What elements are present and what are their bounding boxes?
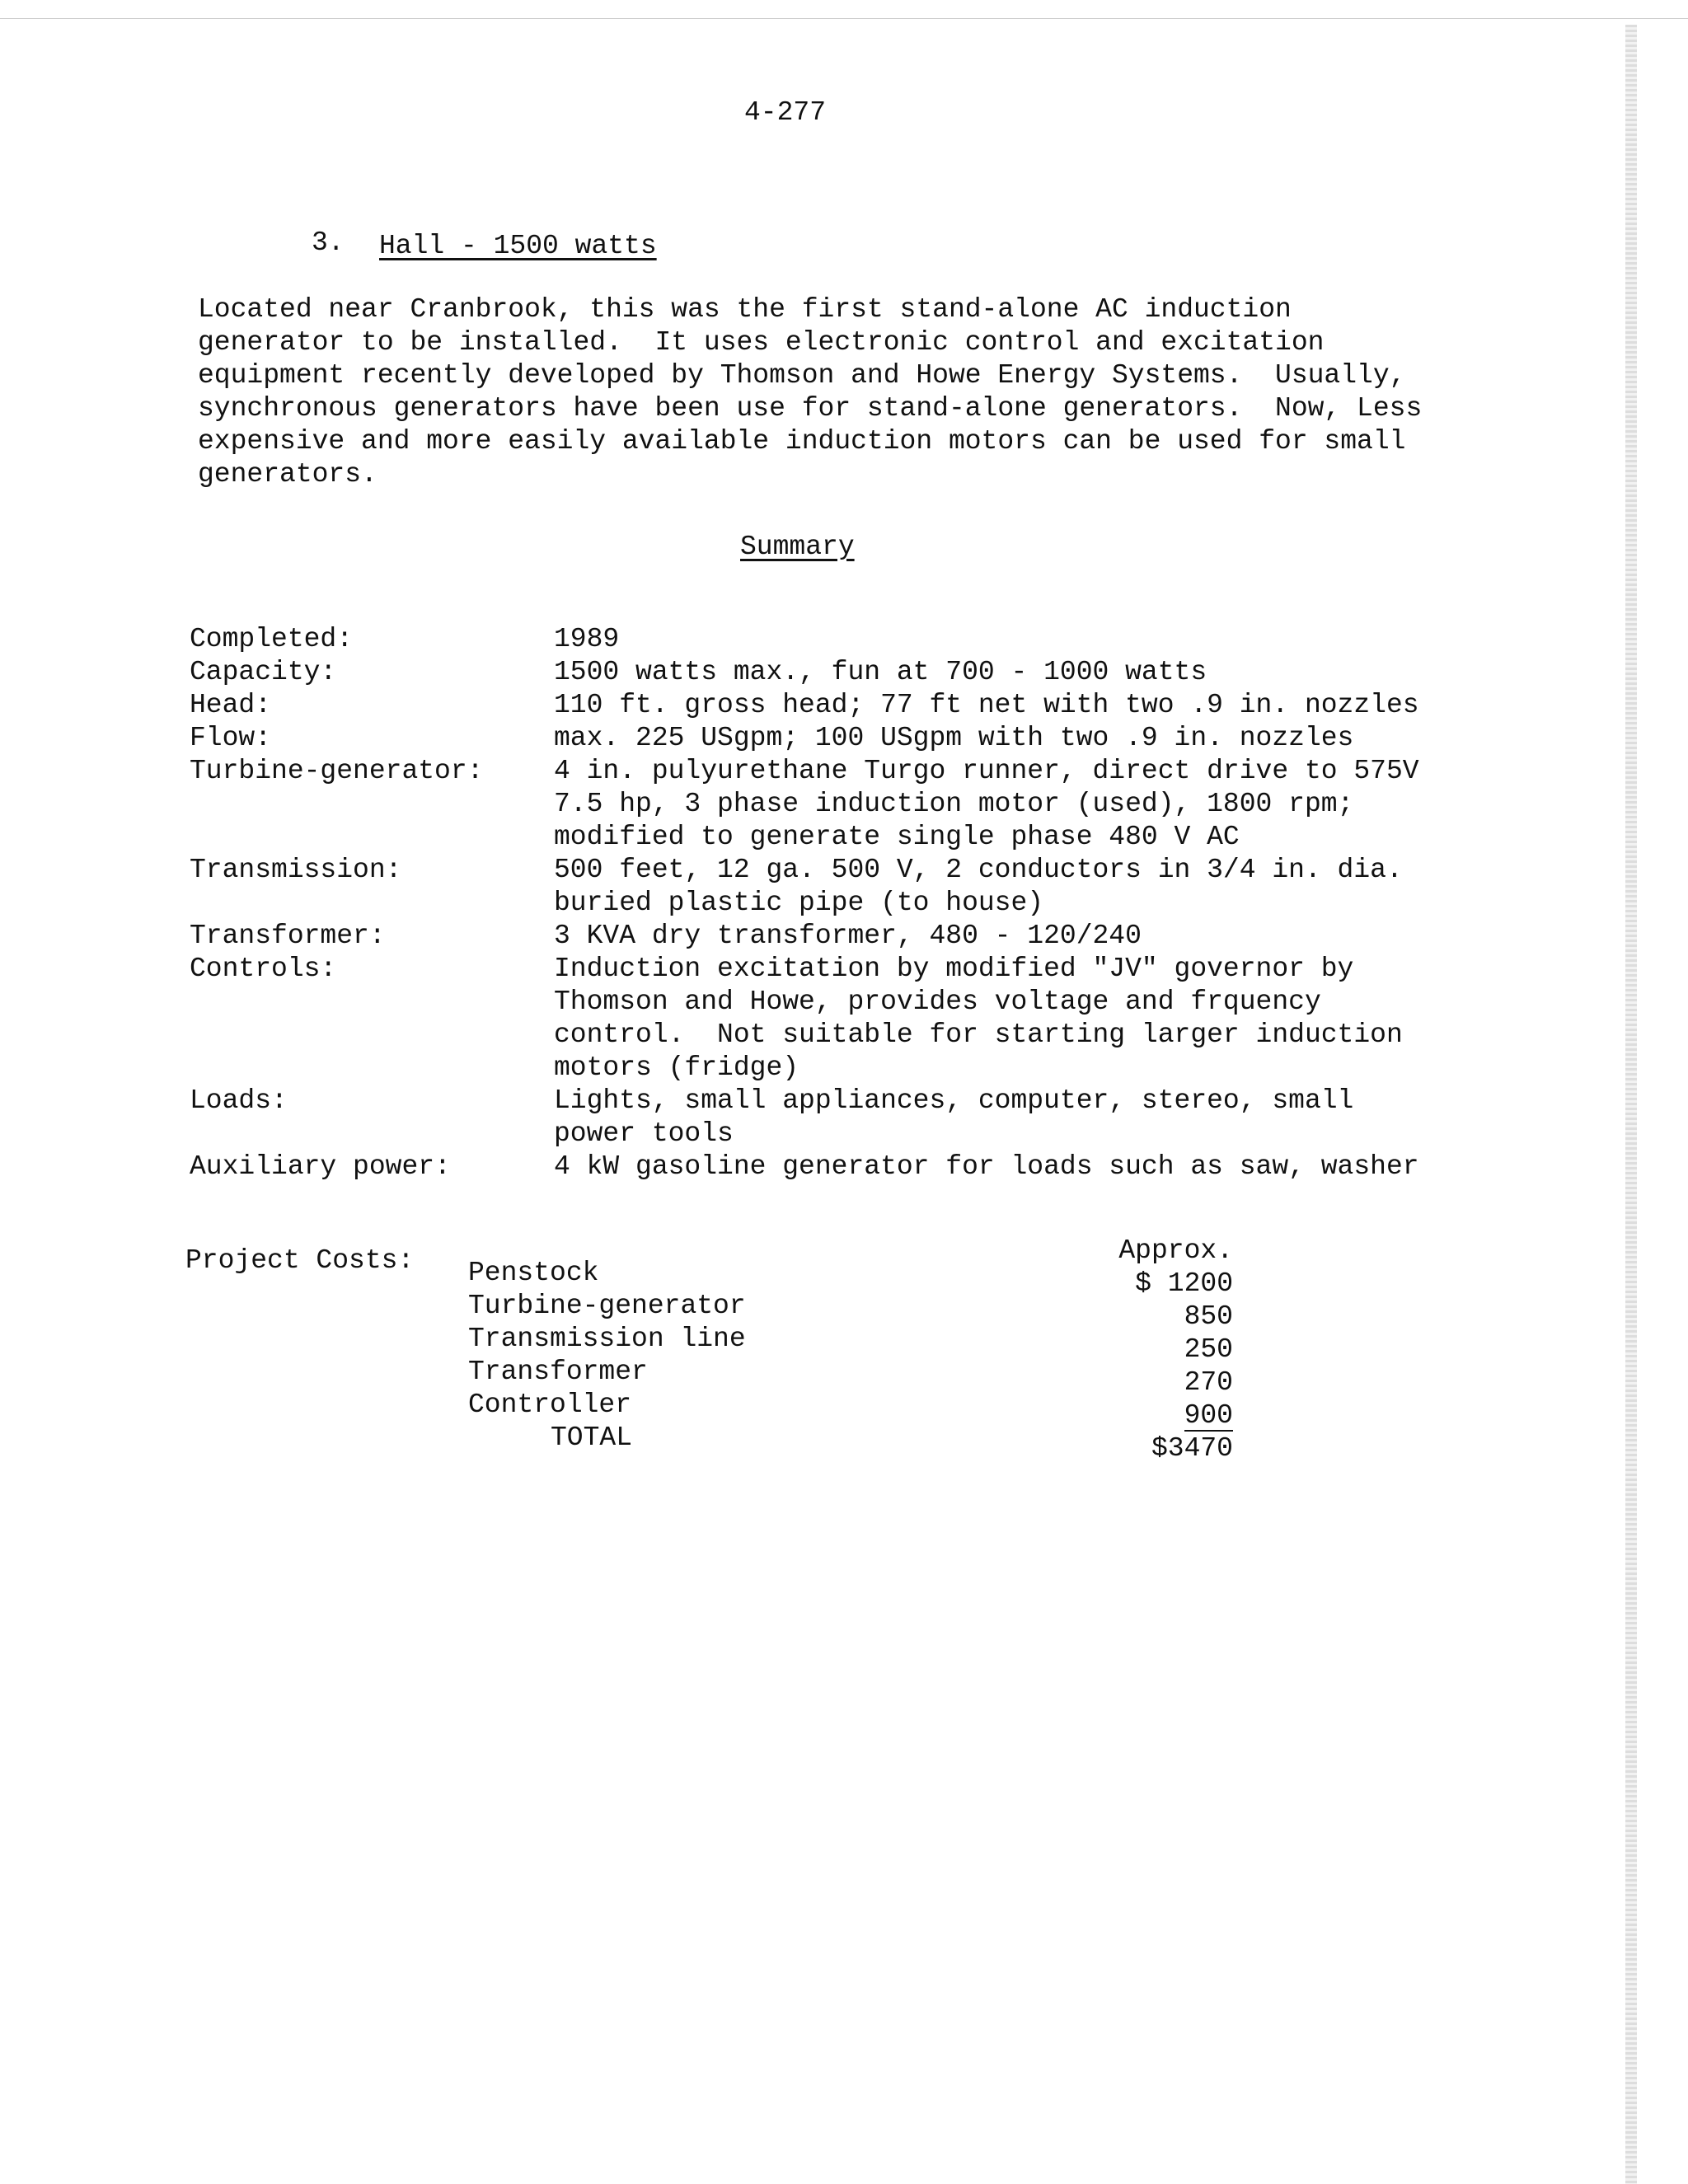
intro-paragraph — [198, 293, 1451, 491]
summary-row — [190, 1151, 1419, 1183]
paragraph-line: Located near Cranbrook, this was the first stand-alone AC induction — [198, 294, 1292, 325]
total-label: TOTAL — [551, 1422, 633, 1453]
summary-value-line: motors (fridge) — [554, 1052, 799, 1083]
cost-item-name: Transformer — [468, 1357, 648, 1387]
section-title: Hall - 1500 watts — [379, 231, 657, 261]
summary-value — [554, 623, 619, 656]
summary-row — [190, 953, 1419, 1085]
summary-value — [554, 1151, 1419, 1183]
summary-value — [554, 689, 1419, 722]
summary-label: Auxiliary power: — [190, 1151, 451, 1182]
summary-value-line: Induction excitation by modified "JV" governor by — [554, 954, 1354, 984]
cost-amount-value: 900 — [1184, 1400, 1233, 1431]
summary-row — [190, 656, 1419, 689]
cost-amount — [1071, 1268, 1233, 1301]
cost-items — [468, 1257, 746, 1455]
summary-value — [554, 854, 1403, 920]
summary-value — [554, 656, 1207, 689]
summary-value-line: 500 feet, 12 ga. 500 V, 2 conductors in 3/4 in. dia. — [554, 855, 1403, 885]
summary-row — [190, 689, 1419, 722]
summary-value — [554, 755, 1419, 854]
summary-row — [190, 623, 1419, 656]
summary-label: Transmission: — [190, 855, 402, 885]
summary-row — [190, 1085, 1419, 1151]
summary-heading: Summary — [740, 532, 855, 562]
summary-value-line: power tools — [554, 1118, 734, 1149]
summary-value — [554, 953, 1403, 1085]
paragraph-line: synchronous generators have been use for stand-alone generators. Now, Less — [198, 393, 1423, 424]
summary-value-line: modified to generate single phase 480 V AC — [554, 822, 1240, 852]
cost-item-name: Controller — [468, 1390, 632, 1420]
cost-amount-value: $ 1200 — [1135, 1268, 1233, 1299]
summary-value-line: Thomson and Howe, provides voltage and frquency — [554, 987, 1321, 1017]
summary-value-line: 110 ft. gross head; 77 ft net with two .9 in. nozzles — [554, 690, 1419, 720]
summary-value-line: 3 KVA dry transformer, 480 - 120/240 — [554, 921, 1142, 951]
paragraph-line: expensive and more easily available induction motors can be used for small — [198, 426, 1406, 457]
summary-label: Capacity: — [190, 657, 337, 687]
summary-row — [190, 854, 1419, 920]
summary-row — [190, 722, 1419, 755]
scan-right-edge — [1625, 25, 1637, 2184]
paragraph-line: generator to be installed. It uses electronic control and excitation — [198, 327, 1325, 358]
summary-value-line: 4 kW gasoline generator for loads such as saw, washer — [554, 1151, 1419, 1182]
summary-label: Loads: — [190, 1085, 288, 1116]
cost-item-name: Transmission line — [468, 1324, 746, 1354]
summary-value — [554, 722, 1353, 755]
summary-value — [554, 1085, 1353, 1151]
summary-table — [190, 623, 1419, 1183]
summary-label: Controls: — [190, 954, 337, 984]
summary-value-line: 1989 — [554, 624, 620, 654]
summary-value-line: control. Not suitable for starting larger induction — [554, 1019, 1403, 1050]
approx-header: Approx. — [1118, 1235, 1233, 1266]
summary-label: Transformer: — [190, 921, 386, 951]
cost-item-name: Turbine-generator — [468, 1291, 746, 1321]
cost-amount-value: 250 — [1184, 1334, 1233, 1365]
summary-value-line: 4 in. pulyurethane Turgo runner, direct drive to 575V — [554, 756, 1419, 786]
summary-value-line: buried plastic pipe (to house) — [554, 888, 1044, 918]
summary-value-line: max. 225 USgpm; 100 USgpm with two .9 in. nozzles — [554, 723, 1354, 753]
summary-value-line: 1500 watts max., fun at 700 - 1000 watts — [554, 657, 1207, 687]
summary-value-line: Lights, small appliances, computer, stereo, small — [554, 1085, 1354, 1116]
cost-amount — [1071, 1333, 1233, 1366]
summary-label: Flow: — [190, 723, 272, 753]
summary-value-line: 7.5 hp, 3 phase induction motor (used), 1800 rpm; — [554, 789, 1354, 819]
summary-label: Completed: — [190, 624, 354, 654]
cost-amount-value: 270 — [1184, 1367, 1233, 1398]
cost-amounts — [1071, 1235, 1233, 1465]
section-number: 3. — [312, 227, 345, 258]
paragraph-line: equipment recently developed by Thomson and Howe Energy Systems. Usually, — [198, 360, 1406, 391]
paragraph-line: generators. — [198, 459, 377, 490]
scan-top-edge — [0, 18, 1688, 19]
project-costs-label: Project Costs: — [185, 1245, 415, 1276]
page-number: 4-277 — [744, 97, 827, 128]
cost-amount — [1071, 1301, 1233, 1333]
summary-row — [190, 920, 1419, 953]
total-amount: $3470 — [1151, 1433, 1233, 1464]
cost-item-name: Penstock — [468, 1258, 599, 1288]
cost-amount-value: 850 — [1184, 1301, 1233, 1332]
summary-row — [190, 755, 1419, 854]
cost-amount — [1071, 1366, 1233, 1399]
summary-label: Turbine-generator: — [190, 756, 484, 786]
summary-value — [554, 920, 1142, 953]
cost-amount — [1071, 1399, 1233, 1432]
summary-label: Head: — [190, 690, 272, 720]
